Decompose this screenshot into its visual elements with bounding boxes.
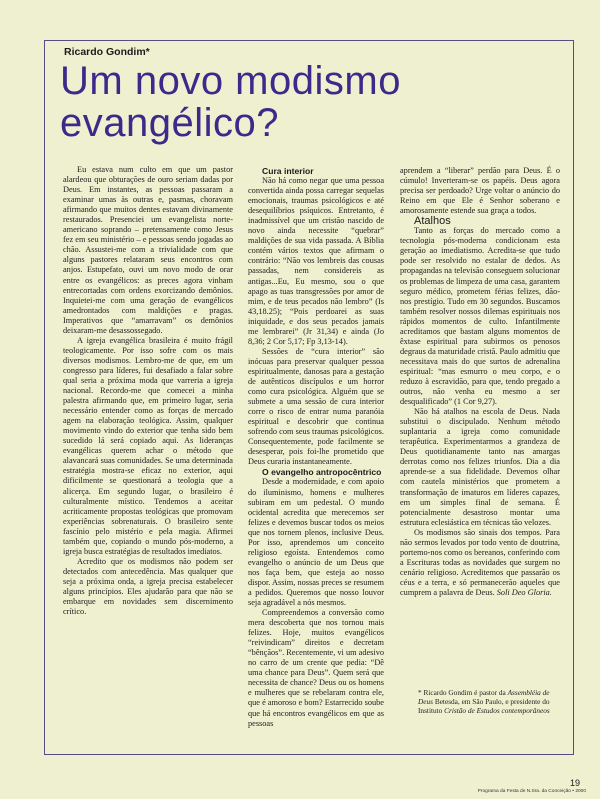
footnote-institute: Cristão de Estudos contemporâneos [444, 706, 550, 715]
column-1 [63, 165, 233, 617]
closing-phrase: Soli Deo Gloria. [496, 587, 552, 597]
author-footnote [418, 688, 566, 715]
paragraph: Sessões de “cura interior” são inócuas para preservar qualquer pessoa espiritualmente, danosas para a gestação de autênticos discípulos e um horror como cura psicológica. Alguém que se submete a uma sessão de cura interior corre o risco de entrar numa paranóia espiritual e descobrir que continua sofrendo com seus traumas psicológicos. Consequentemente, pode facilmente se desesperar, pois foi-lhe prometido que Deus curaria instantaneamente. [248, 346, 384, 467]
section-heading-evangelho: O evangelho antropocêntrico [262, 467, 382, 478]
paragraph: Não há como negar que uma pessoa convertida ainda possa carregar sequelas emocionais, traumas psicológicos e até desequilíbrios psíquicos. Entretanto, é inadmissível que um cristão nascido de novo ainda necessite “quebrar” maldições de sua vida passada. A Bíblia contém vários textos que afirmam o contrário: “Não vos lembreis das cousas passadas, nem considereis as antigas...Eu, Eu mesmo, sou o que apago as tuas transgressões por amor de mim, e de teus pecados não lembro” (Is 43,18.25); “Pois perdoarei as suas iniquidade, e dos seus pecados jamais me lembrarei” (Jr 31,34) e ainda (Jo 8,36; 2 Cor 5,17; Fp 3,13-14). [248, 176, 384, 346]
footnote-church: Assembléia de Deus [418, 688, 550, 706]
paragraph: aprendem a “liberar” perdão para Deus. É o cúmulo! Inverteram-se os papéis. Deus agora precisa ser perdoado? Urge voltar o anúncio do Reino em que Ele é Senhor soberano e amorosamente estende sua graça a todos. [400, 166, 560, 216]
footnote-text: Betesda, em São Paulo, e presidente do Instituto [418, 697, 550, 715]
paragraph: Não há atalhos na escola de Deus. Nada substitui o discipulado. Nenhum método suplantaria a igreja como comunidade terapêutica. Experimentarmos a grandeza de Deus quotidianamente tanto nas amargas derrotas como nos felizes triunfos. Dia a dia aprende-se a sua fidelidade. Devemos olhar com cautela ministérios que prometem a transformação de imaturos em líderes capazes, em um simples final de semana. É potencialmente desastroso montar uma estrutura eclesiástica em técnicas tão velozes. [400, 407, 560, 527]
paragraph-text: Os modismos são sinais dos tempos. Para não sermos levados por todo vento de doutrina, portemo-nos como os bereanos, conferindo com a Escrituras todas as novidades que surgem no cenário religioso. Acreditemos que passarão os céus e a terra, e só permanecerão aqueles que cumprem a palavra de Deus. [400, 527, 560, 597]
section-heading-cura: Cura interior [262, 166, 314, 176]
title-line-2: evangélico? [60, 101, 279, 145]
article-title [60, 60, 420, 144]
page-footer: Programa da Festa de N.Sra. da Conceição • 2000 [477, 789, 586, 794]
footnote-text: * Ricardo Gondim é pastor da [418, 688, 508, 697]
author-name: Ricardo Gondim* [64, 46, 150, 58]
page-number: 19 [569, 778, 580, 788]
section-heading-atalhos: Atalhos [414, 215, 451, 228]
paragraph: Tanto as forças do mercado como a tecnologia pós-moderna condicionam esta geração ao imediatismo. Acredita-se que tudo pode ser resolvido no estalar de dedos. As propagandas na televisão conseguem solucionar os problemas de limpeza de uma casa, garantem seguro médico, prometem férias felizes, dão-nos prestígio. Tudo em 30 segundos. Buscamos também resolver nossos dilemas espirituais nos rápidos momentos de culto. Infantilmente acreditamos que bastam alguns momentos de êxtase espiritual para subirmos os penosos degraus da maturidade cristã. Paulo admitiu que necessitava mais do que surtos de adrenalina espiritual: “mas esmurro o meu corpo, e o reduzo à escravidão, para que, tendo pregado a outros, não venha eu mesmo a ser desqualificado” (1 Cor 9,27). [400, 226, 560, 407]
title-line-1: Um novo modismo [60, 59, 401, 103]
paragraph [400, 528, 560, 598]
paragraph: A igreja evangélica brasileira é muito frágil teologicamente. Por isso sofre com os mais diversos modismos. Lembro-me de que, em um congresso para líderes, fui desafiado a falar sobre qual seria a próxima moda que varreria a igreja nacional. Recordo-me que comecei a minha palestra afirmando que, em primeiro lugar, seria necessário entender como as forças de mercado agem na elaboração teológica. Assim, qualquer movimento vindo do exterior que tenha sido bem sucedido lá será copiado aqui. As lideranças evangélicas querem achar o método que alavancará suas comunidades. Se uma determinada estratégia mostra-se eficaz no exterior, aqui dificilmente se questionará a teologia que a alicerça. Em segundo lugar, o brasileiro é culturalmente místico. Tendemos a aceitar acriticamente propostas teológicas que promovam experiências sobrenaturais. O brasileiro sente fascínio pelo mistério e pela magia. Afirmei também que, copiando o mundo pós-moderno, a igreja busca estratégias de resultados imediatos. [63, 335, 233, 556]
column-3 [400, 166, 560, 598]
column-2 [248, 166, 384, 729]
paragraph: Desde a modernidade, e com apoio do iluminismo, homens e mulheres subiram em um pedestal. O mundo ocidental acredita que merecemos ser felizes e devemos buscar todos os meios que nos tornem plenos, inclusive Deus. Por isso, aprendemos um conceito religioso egoísta. Entendemos como evangelho o anúncio de um Deus que nos faça bem, que esteja ao nosso dispor. Assim, nossas preces se resumem a pedidos. Queremos que nosso louvor seja agradável a nós mesmos. [248, 477, 384, 608]
paragraph: Acredito que os modismos não podem ser detectados com antecedência. Mas qualquer que seja a próxima onda, a igreja precisa estabelecer alguns princípios. Eles ajudarão para que não se embarque em novidades sem discernimento crítico. [63, 556, 233, 617]
paragraph: Compreendemos a conversão como mera descoberta que nos tornou mais felizes. Hoje, muitos evangélicos “reivindicam” direitos e decretam “bênçãos”. Recentemente, vi um adesivo no carro de um crente que pedia: “Dê uma chance para Deus”. Quem será que necessita de chance? Deus ou os homens e mulheres que se rebelaram contra ele, que é amoroso e bom? Estarrecido soube que há encontros evangélicos em que as pessoas [248, 608, 384, 728]
paragraph: Eu estava num culto em que um pastor alardeou que obturações de ouro seriam dadas por Deus. Em instantes, as pessoas passaram a examinar umas às outras e, pasmas, choravam afirmando que muitos dentes estavam divinamente restaurados. Presenciei um evangelista norte-americano soprando – pretensamente como Jesus fez em seu ministério – e pessoas sendo jogadas ao chão. Assustei-me com a trivialidade com que alguns pastores relataram seus encontros com anjos. Estupefato, ouvi um novo modo de orar entre os evangélicos: as preces agora vinham entrecortadas com ordens exorcizando demônios. Inquietei-me com uma geração de evangélicos amedrontados com maldições e pragas. Imperativos que “amarravam” os demônios deixaram-me desassossegado. [63, 165, 233, 335]
